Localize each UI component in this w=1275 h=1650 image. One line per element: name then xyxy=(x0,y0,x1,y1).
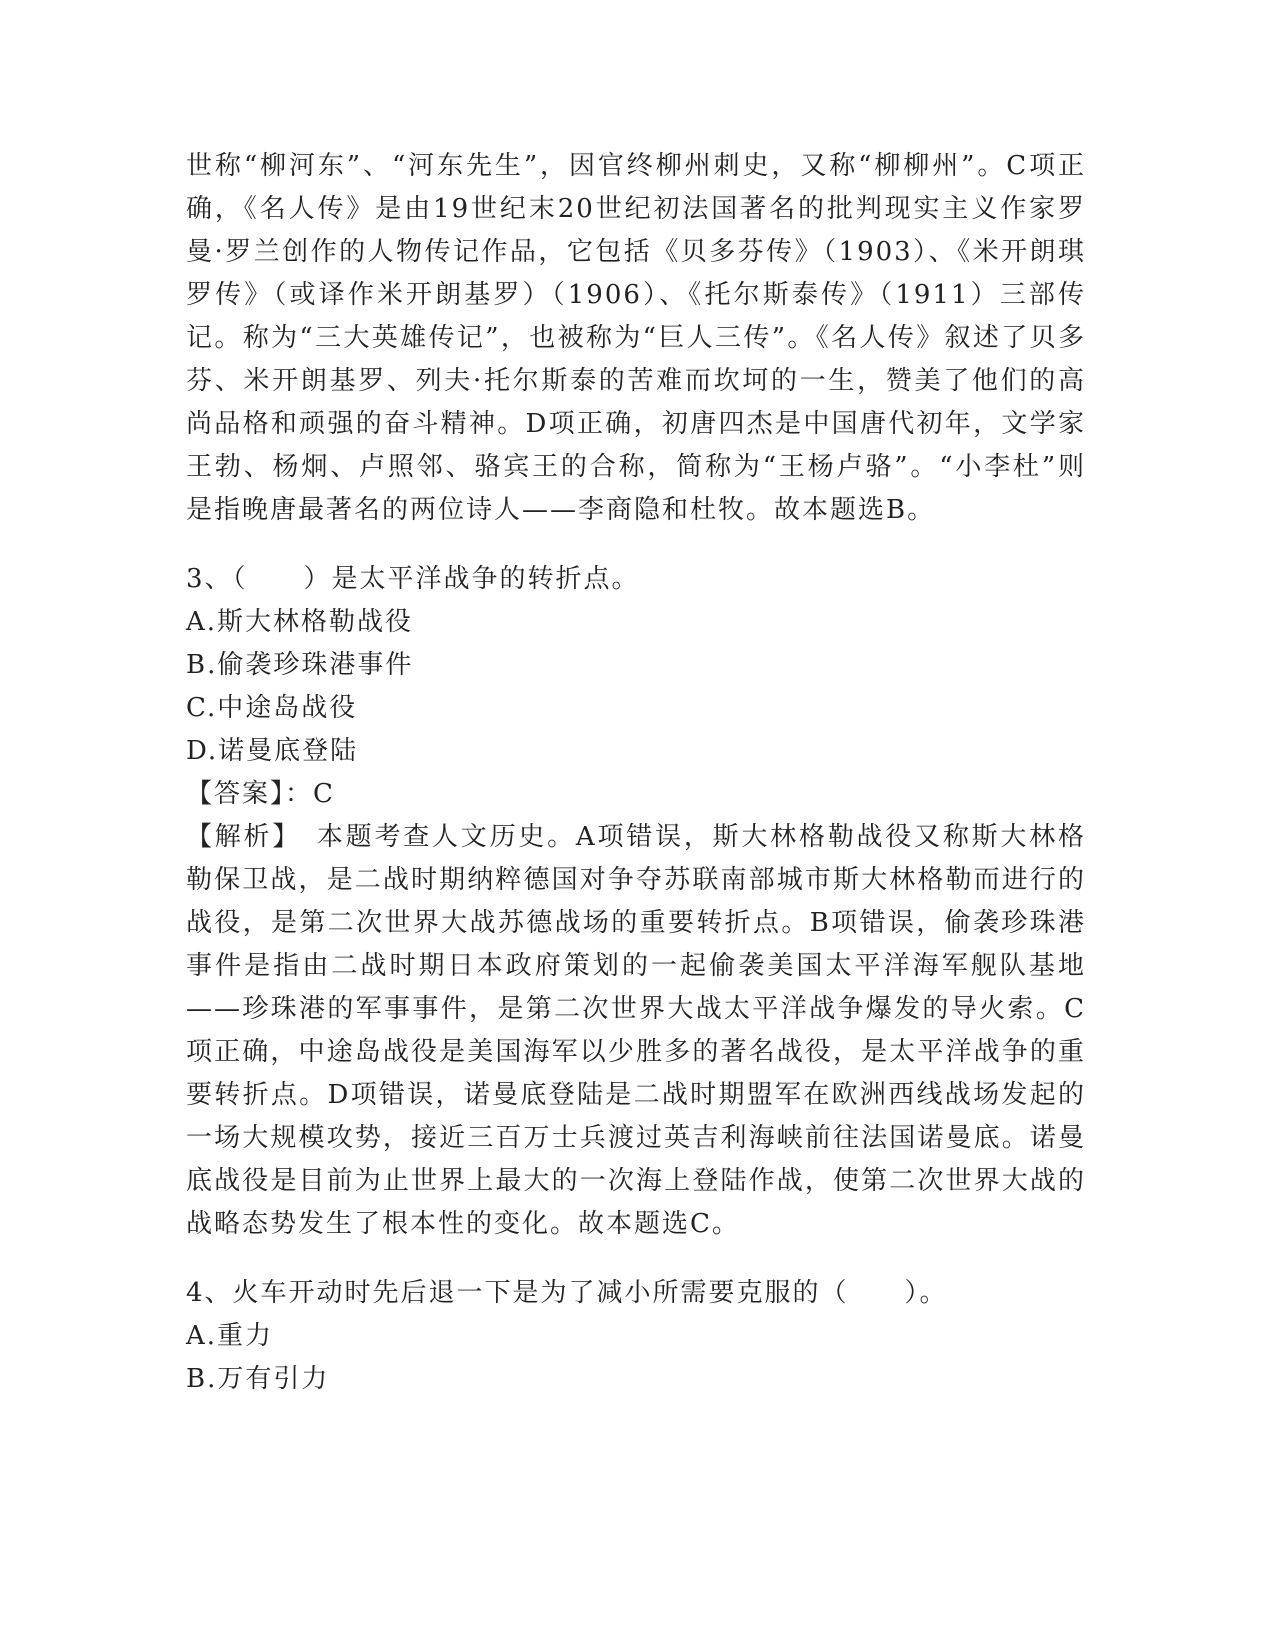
answer-value: C xyxy=(313,779,335,809)
question-3-text: 3、（ ）是太平洋战争的转折点。 xyxy=(186,564,640,594)
question-4-option-a: A.重力 xyxy=(186,1321,274,1351)
continued-analysis-text: 世称“柳河东”、“河东先生”，因官终柳州刺史，又称“柳柳州”。C项正确，《名人传》是由19世纪末20世纪初法国著名的批判现实主义作家罗曼·罗兰创作的人物传记作品，它包括《贝多芬传》（1903）、《米开朗琪罗传》（或译作米开朗基罗）（1906）、《托尔斯泰传》（1911）三部传记。称为“三大英雄传记”，也被称为“巨人三传”。《名人传》叙述了贝多芬、米开朗基罗、列夫·托尔斯泰的苦难而坎坷的一生，赞美了他们的高尚品格和顽强的奋斗精神。D项正确，初唐四杰是中国唐代初年，文学家王勃、杨炯、卢照邻、骆宾王的合称，简称为“王杨卢骆”。“小李杜”则是指晚唐最著名的两位诗人——李商隐和杜牧。故本题选B。 xyxy=(186,151,1086,525)
analysis-text: 本题考查人文历史。A项错误，斯大林格勒战役又称斯大林格勒保卫战，是二战时期纳粹德国对争夺苏联南部城市斯大林格勒而进行的战役，是第二次世界大战苏德战场的重要转折点。B项错误，偷袭珍珠港事件是指由二战时期日本政府策划的一起偷袭美国太平洋海军舰队基地——珍珠港的军事事件，是第二次世界大战太平洋战争爆发的导火索。C项正确，中途岛战役是美国海军以少胜多的著名战役，是太平洋战争的重要转折点。D项错误，诺曼底登陆是二战时期盟军在欧洲西线战场发起的一场大规模攻势，接近三百万士兵渡过英吉利海峡前往法国诺曼底。诺曼底战役是目前为止世界上最大的一次海上登陆作战，使第二次世界大战的战略态势发生了根本性的变化。故本题选C。 xyxy=(186,822,1086,1239)
question-4-block xyxy=(186,1272,1086,1401)
analysis-label: 【解析】 xyxy=(186,822,289,852)
question-3-option-c: C.中途岛战役 xyxy=(186,693,358,723)
spacer xyxy=(186,532,1086,558)
question-3-option-b: B.偷袭珍珠港事件 xyxy=(186,650,414,680)
answer-label: 【答案】： xyxy=(186,779,314,809)
question-4-option-b: B.万有引力 xyxy=(186,1364,330,1394)
question-3-answer xyxy=(186,773,1086,816)
question-4-text: 4、火车开动时先后退一下是为了减小所需要克服的（ ）。 xyxy=(186,1278,948,1308)
question-3-option-a: A.斯大林格勒战役 xyxy=(186,607,414,637)
question-3-block xyxy=(186,558,1086,1246)
document-content xyxy=(186,145,1086,1401)
question-3-analysis xyxy=(186,816,1086,1246)
spacer xyxy=(186,1246,1086,1272)
question-3-option-d: D.诺曼底登陆 xyxy=(186,736,359,766)
